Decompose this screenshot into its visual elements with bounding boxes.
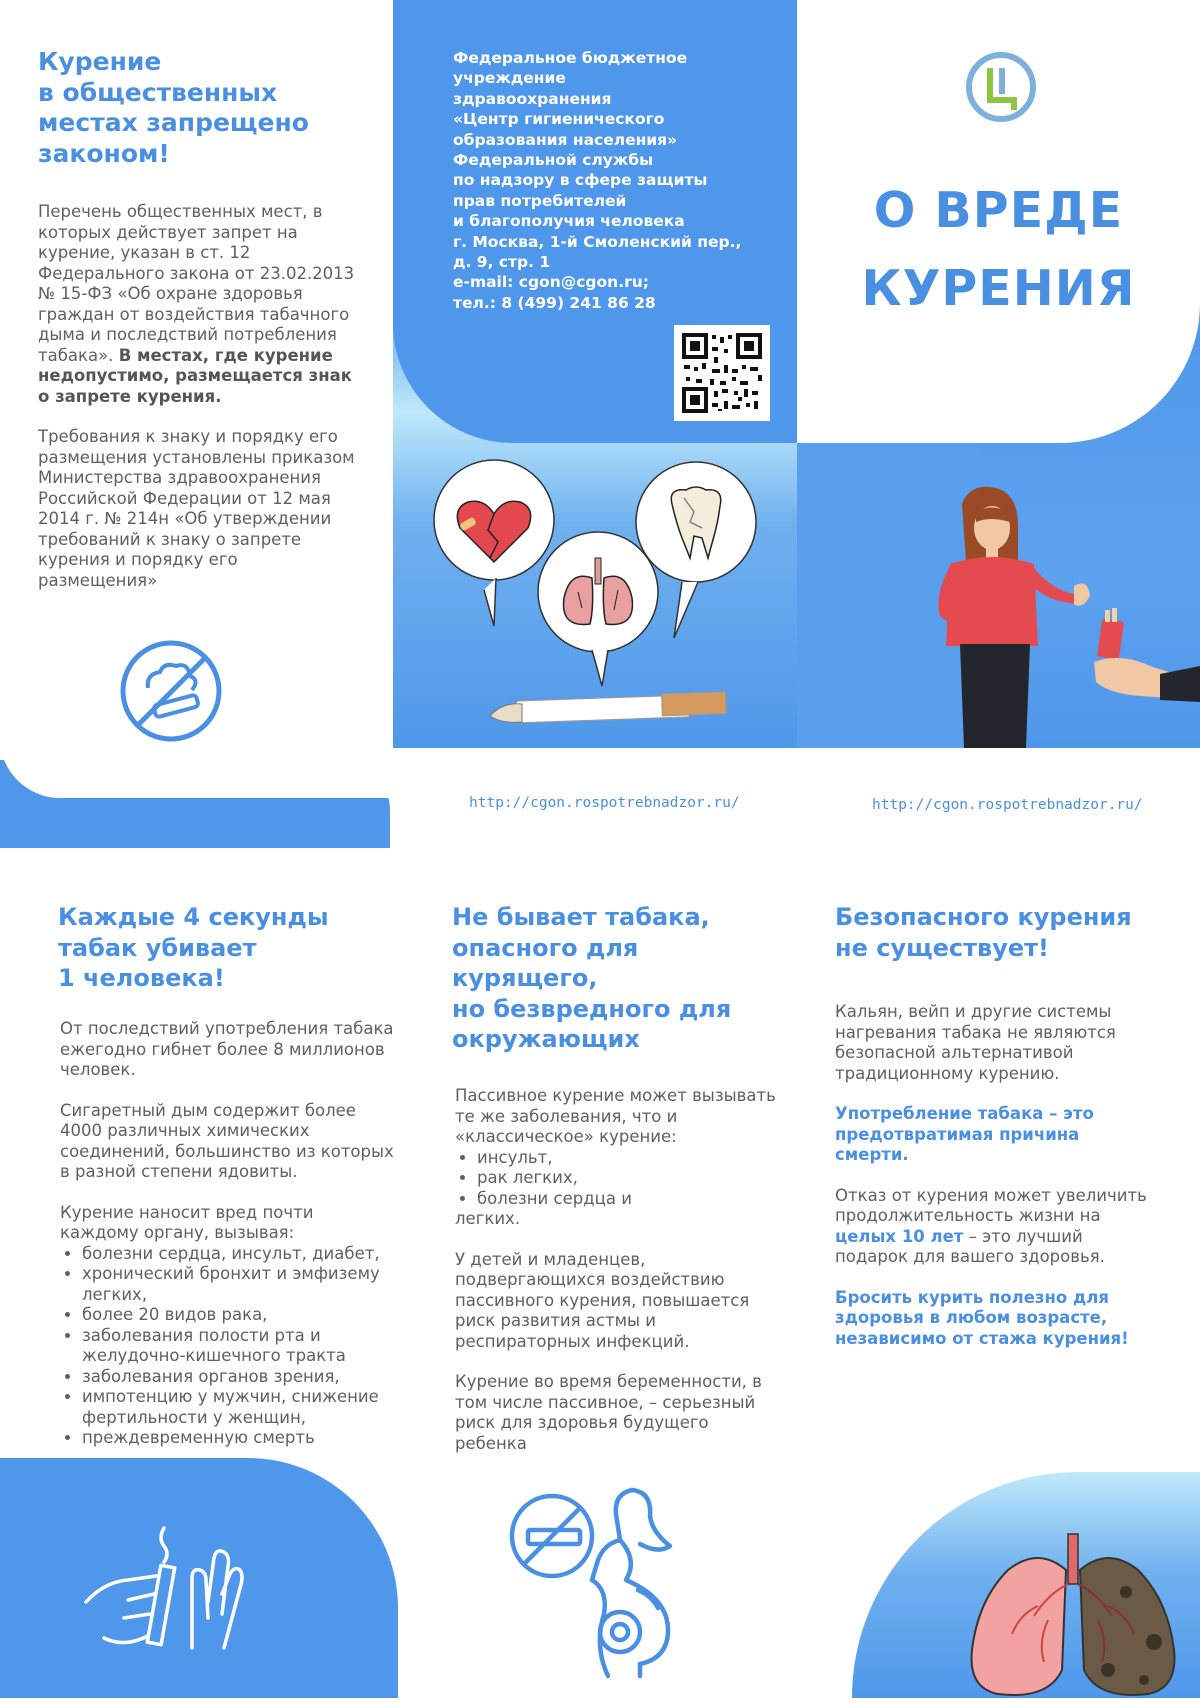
org-line: по надзору в сфере защиты [453, 171, 708, 190]
col1-bullet: • преждевременную смерть [82, 1428, 395, 1449]
col1-p3: Курение наносит вред почти каждому органу, вызывая: [60, 1202, 314, 1242]
col2-after-bullets: легких. [455, 1209, 521, 1228]
left-body [38, 202, 358, 611]
col3-p3b: – это лучший подарок для вашего здоровья. [835, 1226, 1105, 1266]
left-para1-bold: В местах, где курение недопустимо, размещается знак о запрете курения. [38, 345, 352, 406]
col3-p4: Бросить курить полезно для здоровья в любом возрасте, независимо от стажа курения! [835, 1287, 1129, 1348]
col2-bullet: • рак легких, [477, 1168, 785, 1189]
col1-title [58, 902, 388, 994]
left-title [38, 47, 358, 169]
left-para1: Перечень общественных мест, в которых действует запрет на курение, указан в ст. 12 Федерального закона от 23.02.2013 № 15-ФЗ «Об охране здоровья граждан от воздействия табачного дыма и последствий потребления табака». [38, 202, 355, 365]
col2-p1: Пассивное курение может вызывать те же заболевания, что и «классическое» курение: [455, 1086, 776, 1146]
left-title-line: Курение [38, 47, 162, 76]
org-line: e-mail: cgon@cgon.ru; [453, 273, 649, 292]
org-line: г. Москва, 1-й Смоленский пер., [453, 232, 742, 251]
col1-body [60, 1019, 395, 1449]
org-line: учреждение [453, 69, 566, 88]
col3-title-line: не существует! [835, 933, 1049, 962]
col2-title-line: окружающих [452, 1025, 640, 1053]
col1-p1: От последствий употребления табака ежегодно гибнет более 8 миллионов человек. [60, 1019, 394, 1079]
website-link-right[interactable]: http://cgon.rospotrebnadzor.ru/ [872, 797, 1143, 813]
col2-title-line: курящего, [452, 964, 598, 992]
col2-p2: У детей и младенцев, подвергающихся воздействию пассивного курения, повышается риск развития астмы и респираторных инфекций. [455, 1249, 750, 1351]
col1-bullet: • хронический бронхит и эмфизему легких, [82, 1264, 395, 1305]
main-title [797, 172, 1200, 328]
main-title-line: О ВРЕДЕ [873, 182, 1124, 239]
pregnancy-no-smoking-icon [508, 1480, 690, 1680]
col1-bullet: • импотенцию у мужчин, снижение фертильности у женщин, [82, 1387, 395, 1428]
org-line: д. 9, стр. 1 [453, 253, 551, 272]
col1-bullet: • заболевания полости рта и желудочно-кишечного тракта [82, 1326, 395, 1367]
refuse-cigarette-icon [84, 1518, 244, 1658]
col3-title [835, 902, 1175, 963]
col2-title [452, 902, 782, 1055]
col1-bullet: • заболевания органов зрения, [82, 1367, 395, 1388]
no-smoking-icon [118, 638, 224, 744]
left-title-line: законом! [38, 138, 170, 168]
main-title-line: КУРЕНИЯ [861, 260, 1136, 317]
qr-code [674, 325, 770, 421]
col2-body [455, 1086, 785, 1454]
col1-bullet: • более 20 видов рака, [82, 1305, 395, 1326]
col2-p3: Курение во время беременности, в том числе пассивное, – серьезный риск для здоровья будущего ребенка [455, 1372, 762, 1453]
left-para2: Требования к знаку и порядку его размещения установлены приказом Министерства здравоохранения Российской Федерации от 12 мая 2014 г. № 214н «Об утверждении требований к знаку о запрете курения и порядку его размещения» [38, 427, 355, 590]
org-line: Федеральной службы [453, 151, 654, 170]
org-line: образования населения» [453, 130, 678, 149]
lungs-comparison-illustration [958, 1530, 1188, 1698]
col2-bullet: • болезни сердца и [477, 1189, 785, 1210]
col3-p3a: Отказ от курения может увеличить продолжительность жизни на [835, 1185, 1147, 1225]
woman-refusing-illustration [920, 486, 1200, 748]
website-link-mid[interactable]: http://cgon.rospotrebnadzor.ru/ [469, 795, 740, 811]
col1-p2: Сигаретный дым содержит более 4000 различных химических соединений, большинство из которых в разной степени ядовиты. [60, 1100, 394, 1181]
org-line: здравоохранения [453, 89, 612, 108]
col3-title-line: Безопасного курения [835, 903, 1132, 931]
col2-title-line: опасного для [452, 933, 639, 962]
col1-title-line: табак убивает [58, 933, 257, 962]
left-title-line: в общественных [38, 77, 278, 107]
cgon-logo [964, 50, 1038, 124]
col3-p3-bold: целых 10 лет [835, 1226, 964, 1246]
col1-title-line: 1 человека! [58, 964, 225, 992]
org-line: прав потребителей [453, 191, 627, 210]
org-info [453, 48, 783, 313]
org-line: тел.: 8 (499) 241 86 28 [453, 293, 656, 312]
left-title-line: местах запрещено [38, 108, 309, 137]
org-line: Федеральное бюджетное [453, 49, 688, 67]
col1-bullet: • болезни сердца, инсульт, диабет, [82, 1244, 395, 1265]
col2-title-line: Не бывает табака, [452, 903, 710, 931]
col1-title-line: Каждые 4 секунды [58, 903, 329, 931]
col2-title-line: но безвредного для [452, 994, 732, 1023]
col3-body [835, 1002, 1153, 1349]
col2-bullet: • инсульт, [477, 1148, 785, 1169]
org-line: «Центр гигиенического [453, 110, 665, 129]
organs-illustration [432, 458, 792, 728]
col3-p2: Употребление табака – это предотвратимая причина смерти. [835, 1104, 1094, 1164]
col3-p1: Кальян, вейп и другие системы нагревания табака не являются безопасной альтернативой традиционному курению. [835, 1002, 1116, 1083]
org-line: и благополучия человека [453, 212, 685, 231]
